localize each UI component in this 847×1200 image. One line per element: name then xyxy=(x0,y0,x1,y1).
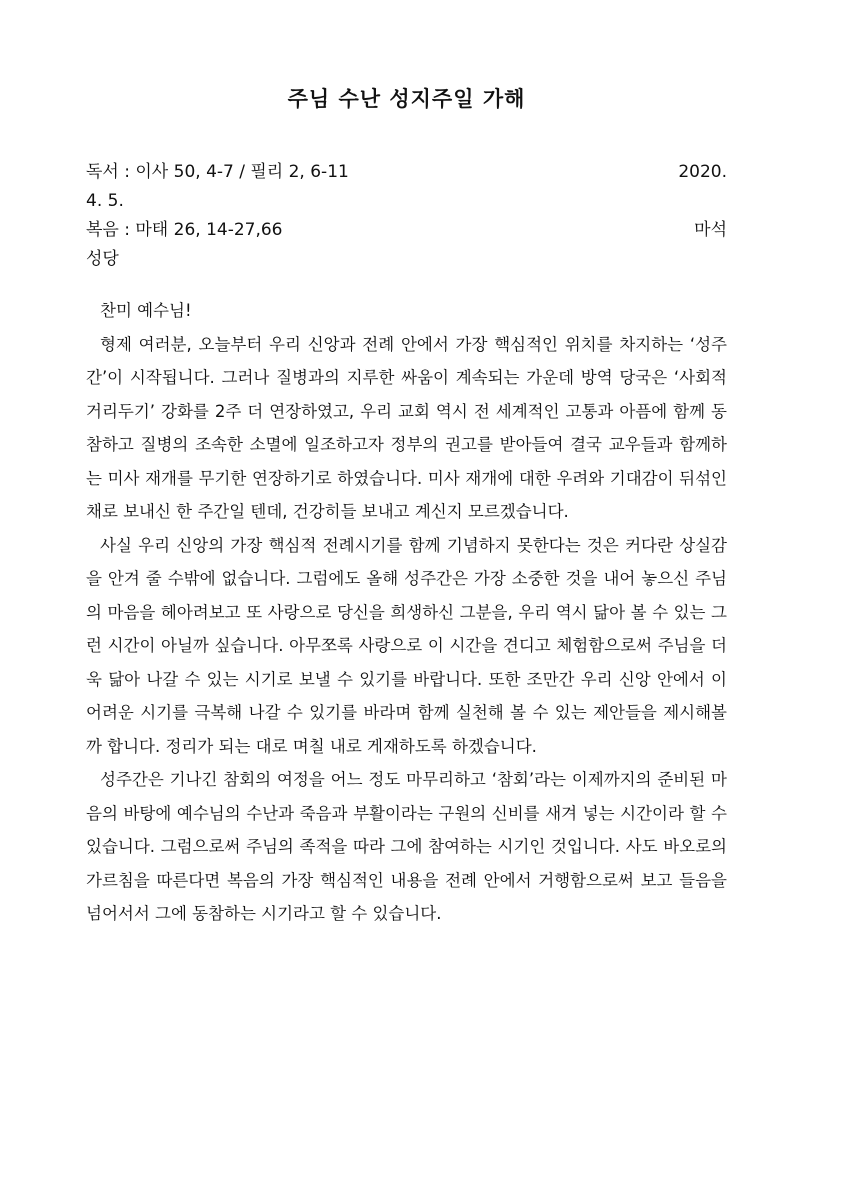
date-text: 2020. xyxy=(678,162,727,182)
parish-text: 마석 xyxy=(694,220,727,240)
reading-row xyxy=(86,158,727,187)
parish-continuation: 성당 xyxy=(86,249,119,269)
homily-body xyxy=(86,294,727,931)
paragraph: 형제 여러분, 오늘부터 우리 신앙과 전례 안에서 가장 핵심적인 위치를 차지하는 ‘성주간’이 시작됩니다. 그러나 질병과의 지루한 싸움이 계속되는 가운데 방역 당국은 ‘사회적 거리두기’ 강화를 2주 더 연장하였고, 우리 교회 역시 전 세계적인 고통과 아픔에 함께 동참하고 질병의 조속한 소멸에 일조하고자 정부의 권고를 받아들여 결국 교우들과 함께하는 미사 재개를 무기한 연장하기로 하였습니다. 미사 재개에 대한 우려와 기대감이 뒤섞인 채로 보내신 한 주간일 텐데, 건강히들 보내고 계신지 모르겠습니다. xyxy=(86,334,727,521)
paragraph: 사실 우리 신앙의 가장 핵심적 전례시기를 함께 기념하지 못한다는 것은 커다란 상실감을 안겨 줄 수밖에 없습니다. 그럼에도 올해 성주간은 가장 소중한 것을 내어 놓으신 주님의 마음을 헤아려보고 또 사랑으로 당신을 희생하신 그분을, 우리 역시 닮아 볼 수 있는 그런 시간이 아닐까 싶습니다. 아무쪼록 사랑으로 이 시간을 견디고 체험함으로써 주님을 더욱 닮아 나갈 수 있는 시기로 보낼 수 있기를 바랍니다. 또한 조만간 우리 신앙 안에서 이 어려운 시기를 극복해 나갈 수 있기를 바라며 함께 실천해 볼 수 있는 제안들을 제시해볼까 합니다. 정리가 되는 대로 며칠 내로 게재하도록 하겠습니다. xyxy=(86,535,728,756)
date-continuation: 4. 5. xyxy=(86,191,124,211)
page-title: 주님 수난 성지주일 가해 xyxy=(287,87,526,111)
document-header-meta xyxy=(86,158,727,274)
document-page xyxy=(86,70,727,931)
greeting: 찬미 예수님! xyxy=(100,301,192,320)
paragraph: 성주간은 기나긴 참회의 여정을 어느 정도 마무리하고 ‘참회’라는 이제까지의 준비된 마음의 바탕에 예수님의 수난과 죽음과 부활이라는 구원의 신비를 새겨 넣는 시간이라 할 수 있습니다. 그럼으로써 주님의 족적을 따라 그에 참여하는 시기인 것입니다. 사도 바오로의 가르침을 따른다면 복음의 가장 핵심적인 내용을 전례 안에서 거행함으로써 보고 들음을 넘어서서 그에 동참하는 시기라고 할 수 있습니다. xyxy=(86,770,727,923)
gospel-row xyxy=(86,216,727,245)
reading-reference: 독서 : 이사 50, 4-7 / 필리 2, 6-11 xyxy=(86,162,349,182)
gospel-reference: 복음 : 마태 26, 14-27,66 xyxy=(86,220,283,240)
